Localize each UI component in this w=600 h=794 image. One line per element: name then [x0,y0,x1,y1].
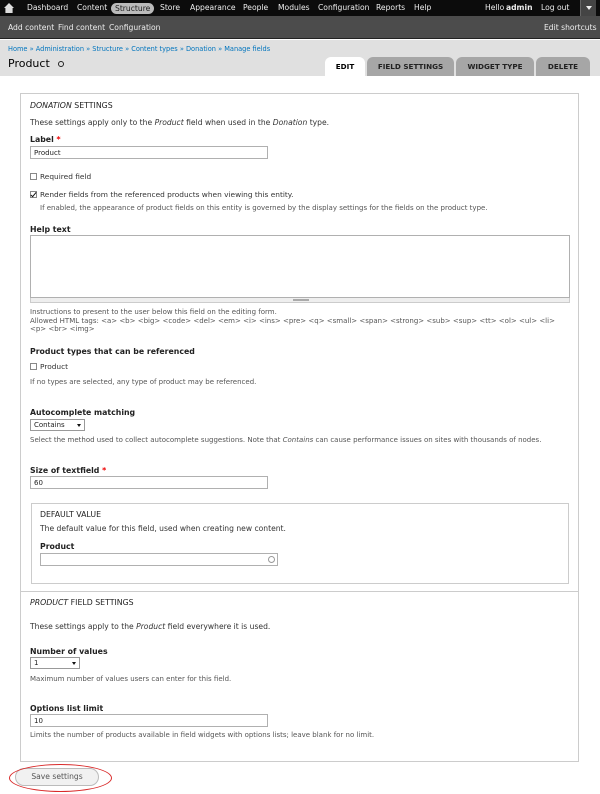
options-list-limit-description: Limits the number of products available in field widgets with options lists; leave blank for no limit. [30,731,375,739]
default-value-legend: DEFAULT VALUE [40,510,102,519]
admin-toolbar [0,0,600,16]
field-settings-legend: PRODUCT FIELD SETTINGS [30,598,134,607]
breadcrumb-separator: » [29,45,34,53]
product-types-description: If no types are selected, any type of product may be referenced. [30,378,257,386]
options-list-limit-label: Options list limit [30,704,104,713]
autocomplete-description: Select the method used to collect autocomplete suggestions. Note that Contains can cause performance issues on sites with thousands of nodes. [30,436,542,444]
required-field-checkbox[interactable] [30,173,37,180]
default-product-label: Product [40,542,75,551]
breadcrumb-separator: » [86,45,91,53]
render-fields-checkbox[interactable] [30,191,37,198]
breadcrumb-separator: » [218,45,223,53]
number-of-values-description: Maximum number of values users can enter for this field. [30,675,232,683]
size-textfield-input[interactable]: 60 [30,476,268,489]
contextual-ring-icon[interactable] [58,61,64,67]
size-textfield-label: Size of textfield * [30,466,107,475]
tab-widget-type[interactable]: WIDGET TYPE [456,57,534,76]
breadcrumb [8,45,270,53]
shortcut-find-content[interactable]: Find content [58,23,106,32]
render-fields-label: Render fields from the referenced products when viewing this entity. [40,190,294,199]
help-text-textarea[interactable] [30,235,570,298]
breadcrumb-separator: » [125,45,130,53]
shortcut-add-content[interactable]: Add content [8,23,55,32]
allowed-tags-text: Allowed HTML tags: <a> <b> <big> <code> <del> <em> <i> <ins> <pre> <q> <small> <span> <strong> <sub> <sup> <tt> <ol> <ul> <li> [30,317,555,325]
default-value-description: The default value for this field, used when creating new content. [40,524,286,533]
number-of-values-select[interactable]: 1 [30,657,80,669]
logout-link[interactable]: Log out [541,3,570,12]
chevron-down-icon [72,662,76,665]
edit-shortcuts-link[interactable]: Edit shortcuts [544,23,597,32]
save-button-highlight-ring [9,764,112,792]
username-link[interactable]: admin [506,3,533,12]
page-title: Product [8,57,50,70]
save-settings-button[interactable]: Save settings [15,768,99,786]
toolbar-dashboard[interactable]: Dashboard [27,3,69,12]
breadcrumb-donation[interactable]: Donation [185,45,216,53]
autocomplete-select[interactable]: Contains [30,419,85,431]
required-field-label: Required field [40,172,92,181]
tab-field-settings[interactable]: FIELD SETTINGS [367,57,454,76]
options-list-limit-input[interactable]: 10 [30,714,268,727]
label-input[interactable]: Product [30,146,268,159]
chevron-down-icon [77,424,81,427]
toolbar-configuration[interactable]: Configuration [318,3,370,12]
breadcrumb-structure[interactable]: Structure [92,45,123,53]
product-type-checkbox[interactable] [30,363,37,370]
toolbar-content[interactable]: Content [77,3,108,12]
shortcut-configuration[interactable]: Configuration [109,23,161,32]
instance-settings-intro: These settings apply only to the Product field when used in the Donation type. [30,118,330,127]
help-text-description: Instructions to present to the user below this field on the editing form. [30,308,277,316]
toolbar-store[interactable]: Store [160,3,181,12]
number-of-values-label: Number of values [30,647,108,656]
help-text-label: Help text [30,225,71,234]
chevron-down-icon[interactable] [580,0,596,16]
product-types-label: Product types that can be referenced [30,347,195,356]
autocomplete-throbber-icon [268,556,275,563]
default-product-autocomplete[interactable] [40,553,278,566]
hello-text: Hello [485,3,505,12]
instance-settings-legend: DONATION SETTINGS [30,101,113,110]
toolbar-reports[interactable]: Reports [376,3,406,12]
breadcrumb-content-types[interactable]: Content types [131,45,178,53]
field-settings-intro: These settings apply to the Product field everywhere it is used. [30,622,271,631]
default-value-fieldset [31,503,569,584]
label-field-label: Label * [30,135,61,144]
toolbar-people[interactable]: People [243,3,269,12]
autocomplete-label: Autocomplete matching [30,408,136,417]
allowed-tags-text-cont: <p> <br> <img> [30,325,95,333]
render-fields-description: If enabled, the appearance of product fields on this entity is governed by the display settings for the fields on the product type. [40,204,488,212]
tab-edit[interactable]: EDIT [325,57,365,76]
product-type-option-label: Product [40,362,69,371]
tab-delete[interactable]: DELETE [536,57,590,76]
home-icon[interactable] [0,0,18,16]
shortcuts-bar [0,16,600,39]
breadcrumb-home[interactable]: Home [8,45,28,53]
breadcrumb-administration[interactable]: Administration [35,45,84,53]
toolbar-help[interactable]: Help [414,3,432,12]
breadcrumb-separator: » [179,45,184,53]
toolbar-structure[interactable]: Structure [111,3,154,14]
breadcrumb-manage-fields[interactable]: Manage fields [224,45,271,53]
toolbar-modules[interactable]: Modules [278,3,310,12]
textarea-resize-grip[interactable] [30,298,570,303]
toolbar-appearance[interactable]: Appearance [190,3,236,12]
